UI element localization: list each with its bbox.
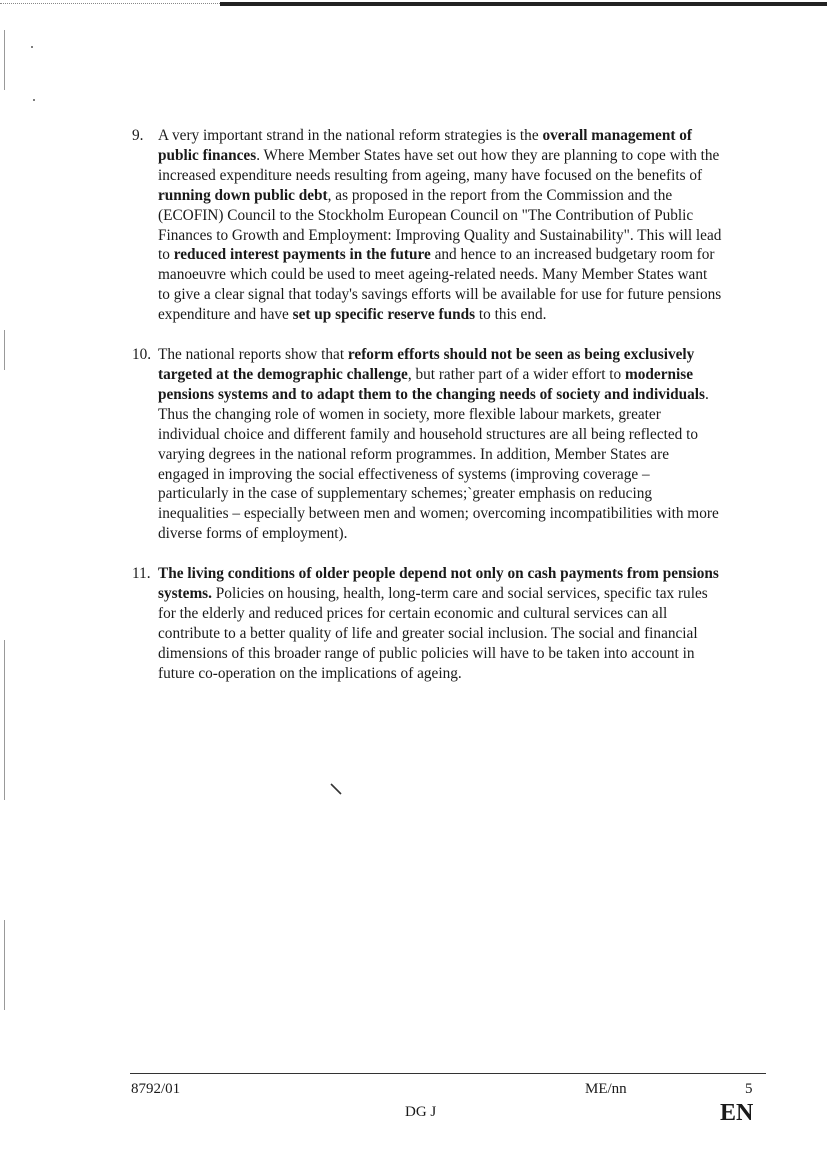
top-scan-line-faint	[0, 3, 220, 5]
bold-text-run: The living conditions of older people depend not only on cash payments from pensions systems.	[158, 565, 719, 603]
footer-initials: ME/nn	[585, 1081, 627, 1097]
footer-directorate: DG J	[405, 1104, 437, 1120]
left-scan-edge	[4, 330, 5, 370]
text-run: A very important strand in the national reform strategies is the	[158, 127, 543, 144]
left-scan-edge	[4, 30, 5, 90]
left-scan-edge	[4, 640, 5, 800]
text-run: . Thus the changing role of women in society, more flexible labour markets, greater individual choice and different family and household structures are all being reflected to varying degrees in the national reform programmes. In addition, Member States are engaged in improving the social effectiveness of systems (improving coverage – particularly in the case of supplementary schemes;`greater emphasis on reducing inequalities – especially between men and women; overcoming incompatibilities with more diverse forms of employment).	[158, 385, 719, 543]
paragraph-number: 11.	[132, 565, 151, 583]
paragraph-text	[158, 346, 719, 542]
text-run: , as proposed in the report from the Commission and the (ECOFIN) Council to the Stockholm European Council on "The Contribution of Public Finances to Growth and Employment: Improving Quality and Sustainability". This will lead to	[158, 186, 722, 264]
text-run: , but rather part of a wider effort to	[407, 365, 626, 383]
left-scan-edge	[4, 920, 5, 1010]
paragraph-text	[158, 565, 719, 682]
bold-text-run: set up specific reserve funds	[292, 306, 476, 324]
bold-text-run: reduced interest payments in the future	[173, 246, 431, 264]
bold-text-run: running down public debt	[158, 186, 328, 204]
bold-text-run: modernise pensions systems and to adapt them to the changing needs of society and individuals	[158, 365, 705, 403]
paragraph-text	[158, 127, 721, 323]
bold-text-run: reform efforts should not be seen as being exclusively targeted at the demographic challenge	[158, 346, 695, 383]
paragraph-11	[132, 564, 722, 683]
footer-page-number: 5	[745, 1081, 753, 1097]
paragraph-number: 10.	[132, 346, 152, 364]
bold-text-run: overall management of public finances	[158, 127, 692, 164]
text-run: . Where Member States have set out how they are planning to cope with the increased expenditure needs resulting from ageing, many have focused on the benefits of	[158, 146, 720, 184]
document-body	[132, 126, 722, 704]
scan-speck	[31, 46, 33, 48]
paragraph-number: 9.	[132, 127, 144, 144]
top-scan-line	[220, 2, 827, 6]
paragraph-9	[132, 126, 722, 325]
stray-pen-mark	[330, 783, 342, 795]
text-run: The national reports show that	[158, 346, 348, 364]
text-run: Policies on housing, health, long-term care and social services, specific tax rules for the elderly and reduced prices for certain economic and cultural services can all contribute to a better quality of life and greater social inclusion. The social and financial dimensions of this broader range of public policies will have to be taken into account in future co-operation on the implications of ageing.	[158, 585, 708, 682]
text-run: and hence to an increased budgetary room for manoeuvre which could be used to meet ageing-related needs. Many Member States want to give a clear signal that today's savings efforts will be available for use for future pensions expenditure and have	[158, 246, 722, 324]
footer-doc-number: 8792/01	[131, 1081, 181, 1097]
text-run: to this end.	[475, 306, 547, 324]
paragraph-10	[132, 345, 722, 544]
footer-language-code: EN	[720, 1100, 754, 1126]
scan-speck	[33, 99, 35, 101]
footer-rule	[130, 1073, 766, 1074]
